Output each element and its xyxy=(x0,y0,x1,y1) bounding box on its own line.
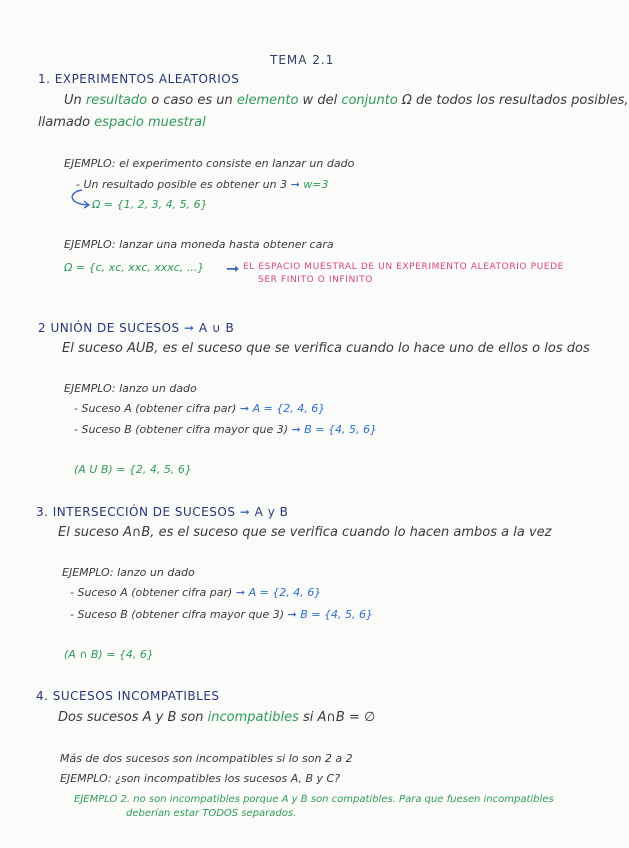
s4-answer-line2: deberían estar TODOS separados. xyxy=(126,808,297,819)
s2-example-line1: - Suceso A (obtener cifra par) ➞ A = {2, 4, 6} xyxy=(74,402,326,415)
section-2-heading: 2 UNIÓN DE SUCESOS ➞ A ∪ B xyxy=(38,321,235,335)
s3-result: (A ∩ B) = {4, 6} xyxy=(64,648,154,661)
s1-example1-line1: - Un resultado posible es obtener un 3 ➞ w=3 xyxy=(76,178,329,191)
s1-note-line2: SER FINITO O INFINITO xyxy=(258,275,373,285)
page-title: TEMA 2.1 xyxy=(270,53,335,67)
section-1-heading: 1. EXPERIMENTOS ALEATORIOS xyxy=(38,72,240,86)
arrow-icon: ➞ xyxy=(226,259,240,278)
s1-sample-space: Ω = {1, 2, 3, 4, 5, 6} xyxy=(92,198,208,211)
s3-paragraph: El suceso A∩B, es el suceso que se verifica cuando lo hacen ambos a la vez xyxy=(58,525,552,540)
s2-example-line2: - Suceso B (obtener cifra mayor que 3) ➞ B = {4, 5, 6} xyxy=(74,423,378,436)
s2-paragraph: El suceso AUB, es el suceso que se verifica cuando lo hace uno de ellos o los dos xyxy=(62,341,590,356)
section-4-heading: 4. SUCESOS INCOMPATIBLES xyxy=(36,689,220,703)
s4-paragraph-line2: Más de dos sucesos son incompatibles si lo son 2 a 2 xyxy=(60,752,353,765)
s4-answer-line1: EJEMPLO 2. no son incompatibles porque A y B son compatibles. Para que fuesen incompatibles xyxy=(74,794,554,805)
arrow-icon: ➞ xyxy=(290,178,300,191)
s2-result: (A U B) = {2, 4, 5, 6} xyxy=(74,463,192,476)
s3-example-title: EJEMPLO: lanzo un dado xyxy=(62,566,195,579)
s1-example1-title: EJEMPLO: el experimento consiste en lanzar un dado xyxy=(64,157,355,170)
s1-note-line1: EL ESPACIO MUESTRAL DE UN EXPERIMENTO ALEATORIO PUEDE xyxy=(243,262,564,272)
s1-paragraph-line2: llamado espacio muestral xyxy=(38,115,206,130)
s1-example2-set: Ω = {c, xc, xxc, xxxc, ...} xyxy=(64,261,205,274)
s2-example-title: EJEMPLO: lanzo un dado xyxy=(64,382,197,395)
s1-example2-title: EJEMPLO: lanzar una moneda hasta obtener cara xyxy=(64,238,334,251)
s1-paragraph-line1: Un resultado o caso es un elemento w del conjunto Ω de todos los resultados posibles, xyxy=(64,93,629,108)
s4-example-title: EJEMPLO: ¿son incompatibles los sucesos A, B y C? xyxy=(60,772,341,785)
s4-paragraph-line1: Dos sucesos A y B son incompatibles si A∩B = ∅ xyxy=(58,710,376,725)
s3-example-line1: - Suceso A (obtener cifra par) ➞ A = {2, 4, 6} xyxy=(70,586,322,599)
section-3-heading: 3. INTERSECCIÓN DE SUCESOS ➞ A y B xyxy=(36,505,289,519)
s3-example-line2: - Suceso B (obtener cifra mayor que 3) ➞ B = {4, 5, 6} xyxy=(70,608,374,621)
